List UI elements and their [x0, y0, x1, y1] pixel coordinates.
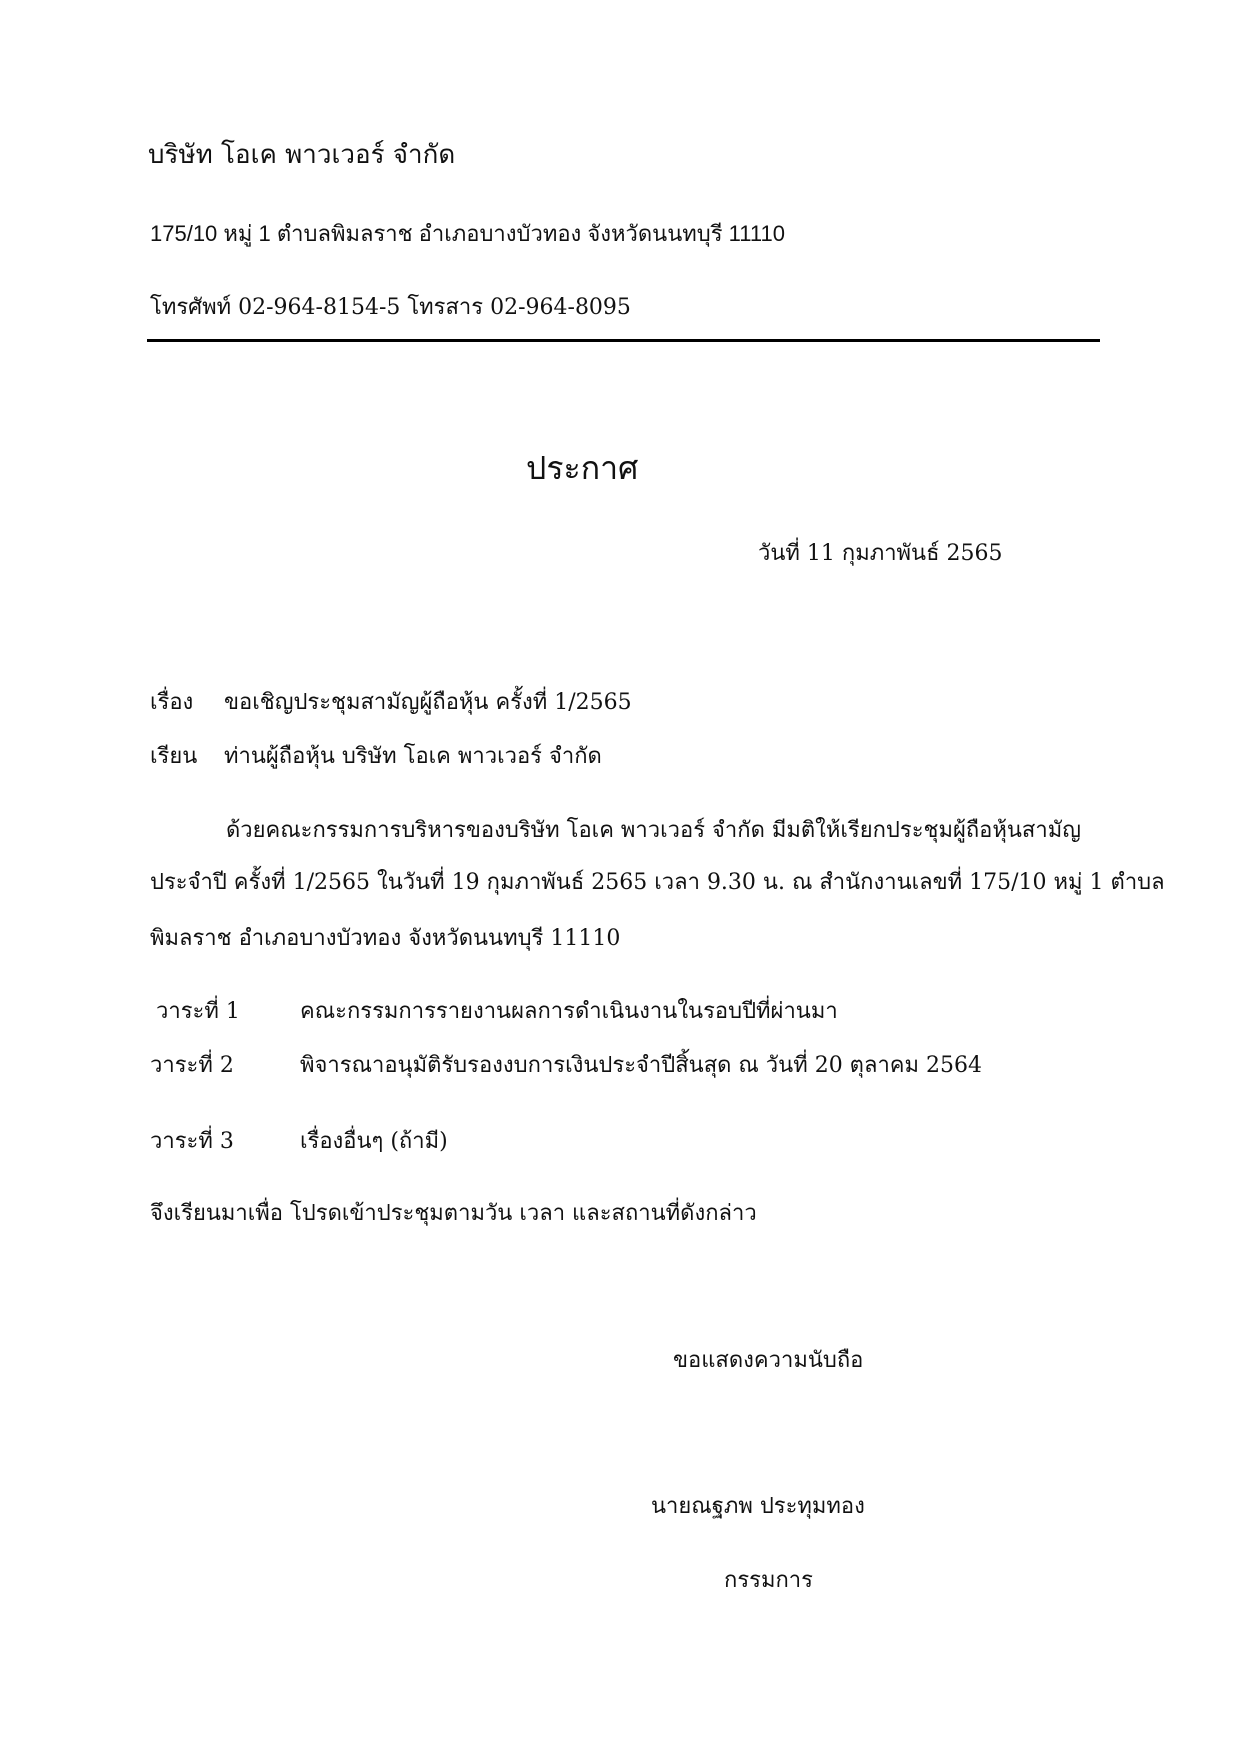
agenda-item-text: เรื่องอื่นๆ (ถ้ามี) [300, 1129, 448, 1154]
agenda-item-text: พิจารณาอนุมัติรับรองงบการเงินประจำปีสิ้นสุด ณ วันที่ 20 ตุลาคม 2564 [300, 1053, 982, 1078]
letterhead-contact: โทรศัพท์ 02-964-8154-5 โทรสาร 02-964-8095 [150, 295, 631, 320]
letterhead-address: 175/10 หมู่ 1 ตำบลพิมลราช อำเภอบางบัวทอง จังหวัดนนทบุรี 11110 [150, 221, 785, 246]
document-date: วันที่ 11 กุมภาพันธ์ 2565 [758, 541, 1003, 566]
document-title: ประกาศ [526, 449, 639, 487]
subject-label: เรื่อง [150, 690, 194, 715]
signatory-position: กรรมการ [724, 1568, 813, 1593]
letterhead-company-name: บริษัท โอเค พาวเวอร์ จำกัด [148, 140, 456, 170]
body-paragraph-line: ประจำปี ครั้งที่ 1/2565 ในวันที่ 19 กุมภาพันธ์ 2565 เวลา 9.30 น. ณ สำนักงานเลขที่ 175/10 หมู่ 1 ตำบล [150, 870, 1165, 895]
agenda-item-label: วาระที่ 2 [150, 1053, 234, 1078]
closing-line: จึงเรียนมาเพื่อ โปรดเข้าประชุมตามวัน เวลา และสถานที่ดังกล่าว [150, 1201, 757, 1226]
letterhead-divider [147, 339, 1100, 342]
body-paragraph-line: พิมลราช อำเภอบางบัวทอง จังหวัดนนทบุรี 11110 [150, 926, 621, 951]
sign-off: ขอแสดงความนับถือ [673, 1348, 864, 1373]
signatory-name: นายณฐภพ ประทุมทอง [651, 1494, 865, 1519]
agenda-item-label: วาระที่ 1 [156, 999, 240, 1024]
agenda-item-label: วาระที่ 3 [150, 1129, 234, 1154]
agenda-item-text: คณะกรรมการรายงานผลการดำเนินงานในรอบปีที่ผ่านมา [300, 999, 838, 1024]
recipient-label: เรียน [150, 744, 198, 769]
body-paragraph-line: ด้วยคณะกรรมการบริหารของบริษัท โอเค พาวเวอร์ จำกัด มีมติให้เรียกประชุมผู้ถือหุ้นสามัญ [226, 818, 1081, 843]
recipient-text: ท่านผู้ถือหุ้น บริษัท โอเค พาวเวอร์ จำกัด [224, 744, 602, 769]
subject-text: ขอเชิญประชุมสามัญผู้ถือหุ้น ครั้งที่ 1/2565 [224, 690, 632, 715]
